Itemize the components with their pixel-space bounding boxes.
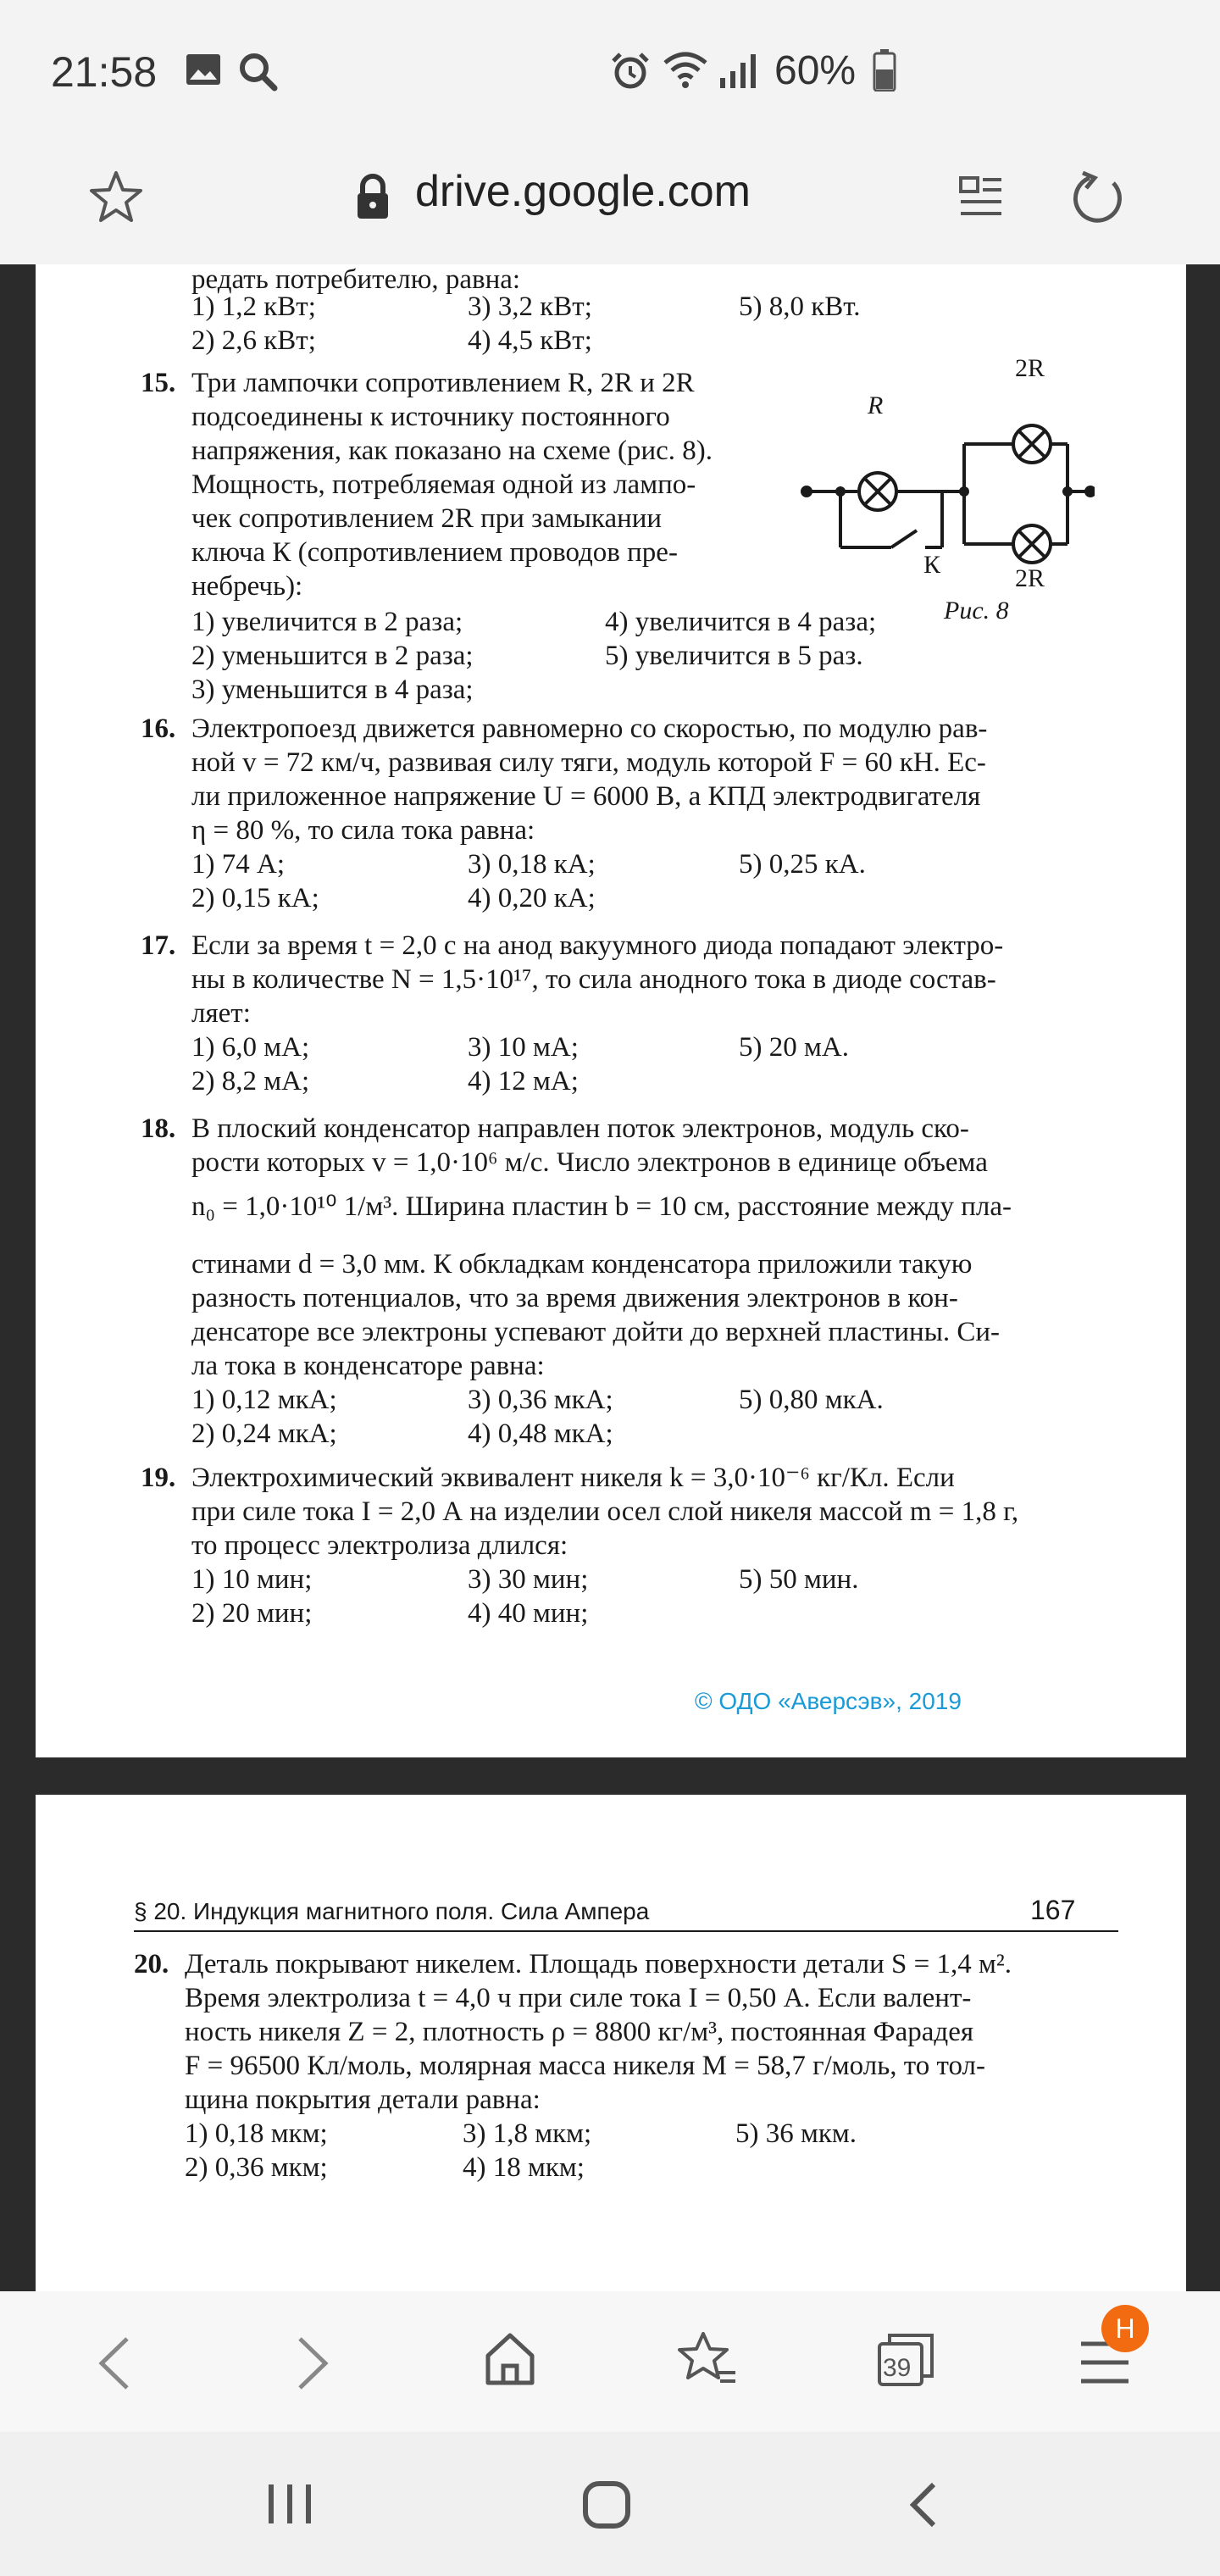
answer-option: 4) 0,48 мкА; bbox=[468, 1418, 613, 1449]
question-text: то процесс электролиза длился: bbox=[191, 1530, 568, 1561]
header-rule bbox=[134, 1930, 1118, 1932]
home-button-icon[interactable] bbox=[581, 2479, 632, 2530]
question-text: Электропоезд движется равномерно со скоростью, по модулю рав- bbox=[191, 713, 988, 744]
question-text: рости которых v = 1,0·10⁶ м/с. Число электронов в единице объема bbox=[191, 1147, 988, 1178]
answer-option: 2) 20 мин; bbox=[191, 1598, 313, 1629]
wifi-icon bbox=[663, 51, 708, 90]
answer-option: 1) 6,0 мА; bbox=[191, 1032, 310, 1063]
question-text: ключа К (сопротивлением проводов пре- bbox=[191, 537, 678, 568]
question-text: Электрохимический эквивалент никеля k = 3,0·10⁻⁶ кг/Кл. Если bbox=[191, 1463, 955, 1493]
answer-option: 2) 0,15 кА; bbox=[191, 883, 319, 913]
answer-option: 3) уменьшится в 4 раза; bbox=[191, 675, 474, 705]
pdf-page bbox=[36, 264, 1186, 1757]
star-icon[interactable] bbox=[88, 169, 144, 224]
lock-icon bbox=[354, 173, 391, 220]
question-number: 18. bbox=[141, 1113, 176, 1144]
section-header: § 20. Индукция магнитного поля. Сила Ампера bbox=[134, 1898, 650, 1924]
answer-option: 1) 10 мин; bbox=[191, 1564, 313, 1595]
question-text: небречь): bbox=[191, 571, 303, 602]
bookmarks-icon[interactable] bbox=[678, 2330, 737, 2388]
reload-icon[interactable] bbox=[1071, 169, 1127, 225]
alarm-icon bbox=[610, 51, 651, 92]
answer-option: 1) 0,12 мкА; bbox=[191, 1385, 337, 1415]
question-text: напряжения, как показано на схеме (рис. 8). bbox=[191, 436, 713, 466]
answer-option: 3) 3,2 кВт; bbox=[468, 291, 592, 322]
answer-option: 5) 0,25 кА. bbox=[739, 849, 866, 880]
clock: 21:58 bbox=[51, 48, 158, 96]
answer-option: 4) увеличится в 4 раза; bbox=[605, 607, 877, 637]
question-text: Три лампочки сопротивлением R, 2R и 2R bbox=[191, 368, 695, 398]
circuit-diagram bbox=[790, 349, 1095, 603]
answer-option: 2) 0,36 мкм; bbox=[185, 2152, 328, 2183]
search-icon bbox=[237, 51, 278, 92]
battery-percent: 60% bbox=[774, 48, 857, 93]
question-text: редать потребителю, равна: bbox=[191, 264, 521, 295]
resistor-label: R bbox=[868, 391, 884, 419]
question-text: чек сопротивлением 2R при замыкании bbox=[191, 503, 663, 534]
question-text: стинами d = 3,0 мм. К обкладкам конденсатора приложили такую bbox=[191, 1249, 973, 1280]
back-icon[interactable] bbox=[93, 2334, 136, 2393]
reader-mode-icon[interactable] bbox=[957, 173, 1005, 220]
home-icon[interactable] bbox=[483, 2330, 537, 2388]
forward-icon[interactable] bbox=[291, 2334, 334, 2393]
notification-badge: H bbox=[1101, 2305, 1149, 2352]
answer-option: 2) 0,24 мкА; bbox=[191, 1418, 337, 1449]
answer-option: 4) 0,20 кА; bbox=[468, 883, 596, 913]
question-text: n₀ = 1,0·10¹⁰ 1/м³. Ширина пластин b = 10 см, расстояние между пла- bbox=[191, 1191, 1012, 1222]
system-navigation bbox=[0, 2432, 1220, 2576]
question-number: 19. bbox=[141, 1463, 176, 1493]
answer-option: 5) 36 мкм. bbox=[735, 2118, 857, 2149]
status-bar bbox=[0, 0, 1220, 136]
question-text: ла тока в конденсаторе равна: bbox=[191, 1351, 545, 1381]
answer-option: 4) 18 мкм; bbox=[463, 2152, 585, 2183]
question-text: подсоединены к источнику постоянного bbox=[191, 402, 670, 432]
lamp-label: 2R bbox=[1015, 354, 1045, 382]
question-text: щина покрытия детали равна: bbox=[185, 2085, 541, 2115]
question-text: разность потенциалов, что за время движения электронов в кон- bbox=[191, 1283, 958, 1313]
question-text: Мощность, потребляемая одной из лампо- bbox=[191, 469, 696, 500]
question-number: 17. bbox=[141, 930, 176, 961]
answer-option: 4) 40 мин; bbox=[468, 1598, 589, 1629]
signal-icon bbox=[717, 53, 761, 90]
question-number: 15. bbox=[141, 368, 176, 398]
question-text: Время электролиза t = 4,0 ч при силе тока I = 0,50 А. Если валент- bbox=[185, 1983, 972, 2013]
question-text: денсаторе все электроны успевают дойти до верхней пластины. Си- bbox=[191, 1317, 1001, 1347]
question-text: F = 96500 Кл/моль, молярная масса никеля M = 58,7 г/моль, то тол- bbox=[185, 2051, 985, 2081]
battery-icon bbox=[873, 49, 896, 92]
lamp-label: 2R bbox=[1015, 564, 1045, 592]
answer-option: 3) 0,18 кА; bbox=[468, 849, 596, 880]
answer-option: 3) 1,8 мкм; bbox=[463, 2118, 592, 2149]
answer-option: 5) 50 мин. bbox=[739, 1564, 859, 1595]
answer-option: 1) 74 А; bbox=[191, 849, 285, 880]
answer-option: 4) 4,5 кВт; bbox=[468, 325, 592, 356]
answer-option: 2) 2,6 кВт; bbox=[191, 325, 316, 356]
pdf-page bbox=[36, 1795, 1186, 2291]
figure-caption: Рис. 8 bbox=[944, 597, 1009, 625]
answer-option: 1) увеличится в 2 раза; bbox=[191, 607, 463, 637]
question-number: 16. bbox=[141, 713, 176, 744]
answer-option: 3) 10 мА; bbox=[468, 1032, 579, 1063]
browser-toolbar bbox=[0, 2291, 1220, 2432]
question-text: η = 80 %, то сила тока равна: bbox=[191, 815, 535, 846]
question-text: ность никеля Z = 2, плотность ρ = 8800 кг/м³, постоянная Фарадея bbox=[185, 2017, 974, 2047]
answer-option: 2) 8,2 мА; bbox=[191, 1066, 310, 1096]
answer-option: 3) 30 мин; bbox=[468, 1564, 589, 1595]
question-text: ны в количестве N = 1,5·10¹⁷, то сила анодного тока в диоде состав- bbox=[191, 964, 996, 995]
url-text[interactable]: drive.google.com bbox=[415, 167, 751, 216]
answer-option: 5) 20 мА. bbox=[739, 1032, 849, 1063]
key-label: К bbox=[923, 551, 941, 579]
tabs-count: 39 bbox=[883, 2354, 912, 2382]
answer-option: 5) увеличится в 5 раз. bbox=[605, 641, 863, 671]
page-number: 167 bbox=[1030, 1895, 1076, 1925]
answer-option: 1) 0,18 мкм; bbox=[185, 2118, 328, 2149]
answer-option: 5) 0,80 мкА. bbox=[739, 1385, 884, 1415]
question-text: при силе тока I = 2,0 А на изделии осел слой никеля массой m = 1,8 г, bbox=[191, 1496, 1019, 1527]
answer-option: 4) 12 мА; bbox=[468, 1066, 579, 1096]
system-back-icon[interactable] bbox=[907, 2481, 940, 2529]
gallery-icon bbox=[185, 53, 222, 86]
answer-option: 5) 8,0 кВт. bbox=[739, 291, 861, 322]
answer-option: 2) уменьшится в 2 раза; bbox=[191, 641, 474, 671]
answer-option: 1) 1,2 кВт; bbox=[191, 291, 316, 322]
question-text: ли приложенное напряжение U = 6000 В, а КПД электродвигателя bbox=[191, 781, 981, 812]
question-text: В плоский конденсатор направлен поток электронов, модуль ско- bbox=[191, 1113, 969, 1144]
answer-option: 3) 0,36 мкА; bbox=[468, 1385, 613, 1415]
recent-apps-icon[interactable] bbox=[266, 2481, 313, 2527]
question-text: ляет: bbox=[191, 998, 251, 1029]
question-text: ной v = 72 км/ч, развивая силу тяги, модуль которой F = 60 кН. Ес- bbox=[191, 747, 986, 778]
copyright: © ОДО «Аверсэв», 2019 bbox=[695, 1688, 962, 1714]
question-text: Если за время t = 2,0 с на анод вакуумного диода попадают электро- bbox=[191, 930, 1004, 961]
question-text: Деталь покрывают никелем. Площадь поверхности детали S = 1,4 м². bbox=[185, 1949, 1012, 1979]
question-number: 20. bbox=[134, 1949, 169, 1979]
